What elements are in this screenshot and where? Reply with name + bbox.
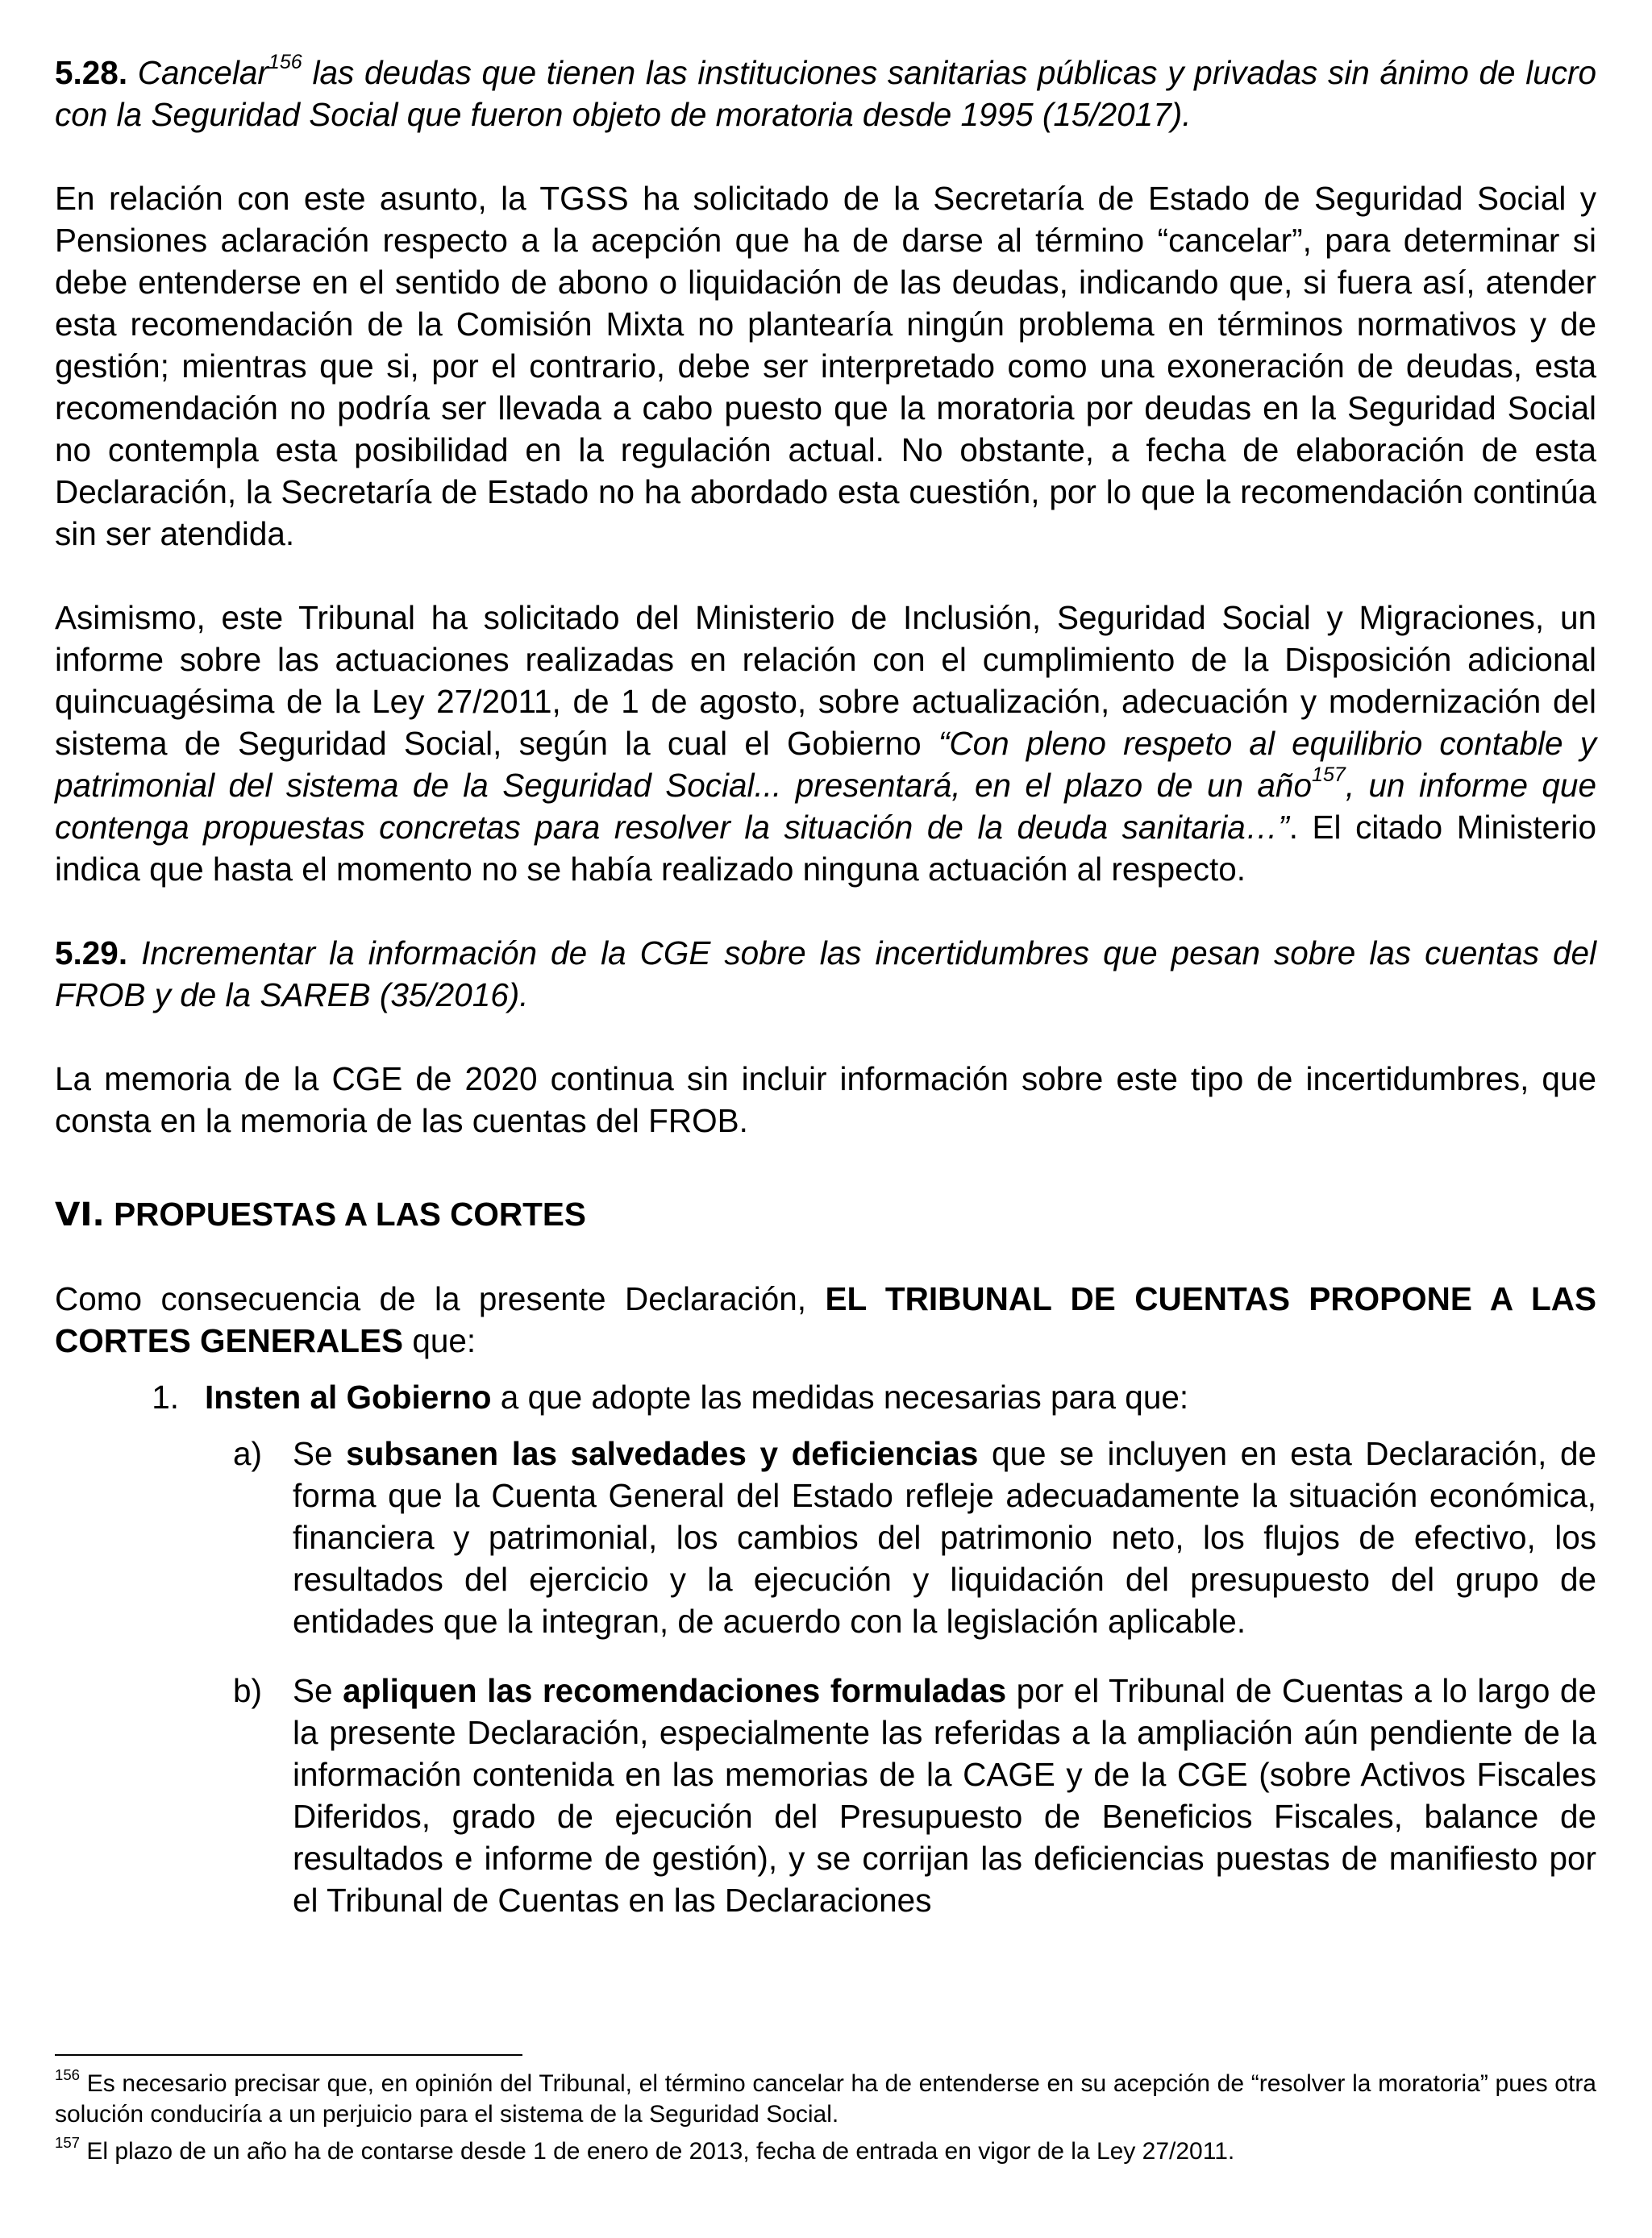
recommendation-text-part: Cancelar bbox=[137, 54, 268, 91]
proposals-intro bbox=[55, 1278, 1596, 1362]
sub-item-rest: que se incluyen en esta Declaración, de forma que la Cuenta General del Estado refleje adecuadamente la situación económica, financiera y patrimonial, los cambios del patrimonio neto, los flujos de efectivo, los resultados del ejercicio y la ejecución y liquidación del presupuesto del grupo de entidades que la integran, de acuerdo con la legislación aplicable. bbox=[293, 1435, 1596, 1640]
sub-item-text bbox=[293, 1670, 1596, 1921]
sub-item-text bbox=[293, 1433, 1596, 1642]
footnote-number: 157 bbox=[55, 2134, 81, 2152]
sub-item-rest: por el Tribunal de Cuentas a lo largo de la presente Declaración, especialmente las referidas a la ampliación aún pendiente de la información contenida en las memorias de la CAGE y de la CGE (sobre Activos Fiscales Diferidos, grado de ejecución del Presupuesto de Beneficios Fiscales, balance de resultados e informe de gestión), y se corrijan las deficiencias puestas de manifiesto por el Tribunal de Cuentas en las Declaraciones bbox=[293, 1672, 1596, 1919]
quote-part: , un informe que contenga propuestas concretas para resolver la situación de la deuda sanitaria…” bbox=[55, 767, 1596, 846]
recommendation-text-part: las deudas que tienen las instituciones sanitarias públicas y privadas sin ánimo de lucro con la Seguridad Social que fueron objeto de moratoria desde 1995 (15/2017). bbox=[55, 54, 1596, 133]
intro-bold: EL TRIBUNAL DE CUENTAS PROPONE A LAS CORTES GENERALES bbox=[55, 1280, 1596, 1359]
paragraph-tgss: En relación con este asunto, la TGSS ha solicitado de la Secretaría de Estado de Seguridad Social y Pensiones aclaración respecto a la acepción que ha de darse al término “cancelar”, para determinar si debe entenderse en el sentido de abono o liquidación de las deudas, indicando que, si fuera así, atender esta recomendación de la Comisión Mixta no plantearía ningún problema en términos normativos y de gestión; mientras que si, por el contrario, debe ser interpretado como una exoneración de deudas, esta recomendación no podría ser llevada a cabo puesto que la moratoria por deudas en la Seguridad Social no contempla esta posibilidad en la regulación actual. No obstante, a fecha de elaboración de esta Declaración, la Secretaría de Estado no ha abordado esta cuestión, por lo que la recomendación continúa sin ser atendida. bbox=[55, 180, 1596, 552]
recommendation-5-28-title bbox=[55, 52, 1596, 135]
footnote-157 bbox=[55, 2136, 1596, 2167]
sub-item-b bbox=[55, 1670, 1596, 1921]
list-number: 1. bbox=[152, 1379, 179, 1416]
footnote-text: El plazo de un año ha de contarse desde 1 de enero de 2013, fecha de entrada en vigor de la Ley 27/2011. bbox=[80, 2138, 1235, 2165]
paragraph-text: Asimismo, este Tribunal ha solicitado del Ministerio de Inclusión, Seguridad Social y Migraciones, un informe sobre las actuaciones realizadas en relación con el cumplimiento de la Disposición adicional quincuagésima de la Ley 27/2011, de 1 de agosto, sobre actualización, adecuación y modernización del sistema de Seguridad Social, según la cual el Gobierno bbox=[55, 599, 1596, 762]
recommendation-number: 5.28. bbox=[55, 54, 128, 91]
footnote-ref-157: 157 bbox=[1311, 763, 1346, 787]
list-item-bold: Insten al Gobierno bbox=[205, 1379, 492, 1416]
footnote-156 bbox=[55, 2066, 1596, 2130]
section-title: PROPUESTAS A LAS CORTES bbox=[104, 1196, 586, 1233]
sub-item-bold: subsanen las salvedades y deficiencias bbox=[346, 1435, 979, 1472]
recommendation-number: 5.29. bbox=[55, 934, 128, 971]
footnote-separator bbox=[55, 2054, 522, 2056]
footnotes bbox=[55, 2066, 1596, 2174]
sub-item-pre: Se bbox=[293, 1435, 347, 1472]
footnote-ref-156: 156 bbox=[268, 51, 302, 74]
sub-item-label: b) bbox=[232, 1672, 262, 1709]
intro-text: Como consecuencia de la presente Declaración, bbox=[55, 1280, 826, 1317]
recommendation-text bbox=[55, 51, 1596, 133]
sub-item-bold: apliquen las recomendaciones formuladas bbox=[343, 1672, 1007, 1709]
paragraph-text: . El citado Ministerio indica que hasta el momento no se había realizado ninguna actuación al respecto. bbox=[55, 809, 1596, 888]
section-heading-vi bbox=[55, 1193, 1596, 1235]
section-number: VI. bbox=[55, 1195, 105, 1233]
list-item-rest: a que adopte las medidas necesarias para que: bbox=[491, 1379, 1189, 1416]
paragraph-ministerio bbox=[55, 597, 1596, 890]
sub-item-label: a) bbox=[232, 1435, 262, 1472]
intro-text: que: bbox=[403, 1322, 476, 1359]
footnote-text: Es necesario precisar que, en opinión del Tribunal, el término cancelar ha de entenderse en su acepción de “resolver la moratoria” pues otra solución conduciría a un perjuicio para el sistema de la Seguridad Social. bbox=[55, 2070, 1596, 2128]
recommendation-5-29-title bbox=[55, 932, 1596, 1016]
sub-item-a bbox=[55, 1433, 1596, 1642]
quote-part: “Con pleno respeto al equilibrio contable y patrimonial del sistema de la Seguridad Social... presentará, en el plazo de un año bbox=[55, 725, 1596, 804]
footnote-number: 156 bbox=[55, 2066, 81, 2084]
paragraph-cge-memoria: La memoria de la CGE de 2020 continua sin incluir información sobre este tipo de incertidumbres, que consta en la memoria de las cuentas del FROB. bbox=[55, 1060, 1596, 1139]
sub-item-pre: Se bbox=[293, 1672, 343, 1709]
list-item-1 bbox=[55, 1376, 1596, 1418]
recommendation-text: Incrementar la información de la CGE sobre las incertidumbres que pesan sobre las cuentas del FROB y de la SAREB (35/2016). bbox=[55, 934, 1596, 1013]
document-body bbox=[55, 52, 1596, 1949]
list-item-text bbox=[205, 1376, 1188, 1418]
